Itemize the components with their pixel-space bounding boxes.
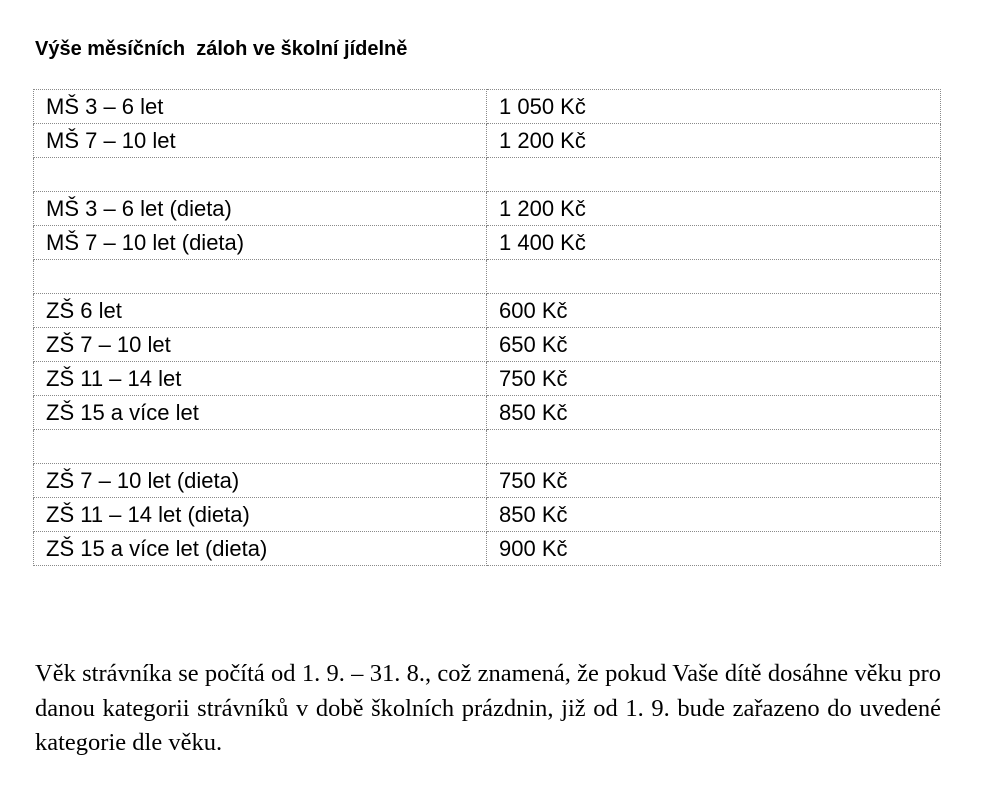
table-row: [34, 328, 941, 362]
table-row-empty: [34, 430, 941, 464]
category-cell: ZŠ 7 – 10 let: [34, 328, 487, 362]
table-row: [34, 396, 941, 430]
table-row: [34, 362, 941, 396]
category-cell: MŠ 3 – 6 let: [34, 90, 487, 124]
amount-cell: [487, 158, 941, 192]
table-row: [34, 124, 941, 158]
amount-cell: 1 200 Kč: [487, 192, 941, 226]
category-cell: ZŠ 11 – 14 let (dieta): [34, 498, 487, 532]
amount-cell: 1 200 Kč: [487, 124, 941, 158]
amount-cell: [487, 260, 941, 294]
category-cell: MŠ 7 – 10 let: [34, 124, 487, 158]
table-row: [34, 498, 941, 532]
amount-cell: 900 Kč: [487, 532, 941, 566]
category-cell: ZŠ 7 – 10 let (dieta): [34, 464, 487, 498]
amount-cell: 650 Kč: [487, 328, 941, 362]
amount-cell: 1 050 Kč: [487, 90, 941, 124]
table-row-empty: [34, 260, 941, 294]
fee-table: [33, 89, 941, 566]
table-row: [34, 226, 941, 260]
table-row: [34, 294, 941, 328]
amount-cell: 750 Kč: [487, 464, 941, 498]
category-cell: ZŠ 15 a více let: [34, 396, 487, 430]
amount-cell: [487, 430, 941, 464]
amount-cell: 1 400 Kč: [487, 226, 941, 260]
page-title: Výše měsíčních záloh ve školní jídelně: [35, 38, 408, 60]
category-cell: [34, 260, 487, 294]
fee-table-body: [34, 90, 941, 566]
amount-cell: 600 Kč: [487, 294, 941, 328]
category-cell: [34, 158, 487, 192]
table-row: [34, 532, 941, 566]
table-row: [34, 90, 941, 124]
category-cell: ZŠ 11 – 14 let: [34, 362, 487, 396]
amount-cell: 850 Kč: [487, 396, 941, 430]
table-row: [34, 464, 941, 498]
category-cell: [34, 430, 487, 464]
amount-cell: 750 Kč: [487, 362, 941, 396]
age-note-paragraph: Věk strávníka se počítá od 1. 9. – 31. 8., což znamená, že pokud Vaše dítě dosáhne věku pro danou kategorii strávníků v době školních prázdnin, již od 1. 9. bude zařazeno do uvedené kategorie dle věku.: [35, 660, 941, 756]
amount-cell: 850 Kč: [487, 498, 941, 532]
table-row: [34, 192, 941, 226]
table-row-empty: [34, 158, 941, 192]
category-cell: ZŠ 6 let: [34, 294, 487, 328]
category-cell: MŠ 7 – 10 let (dieta): [34, 226, 487, 260]
category-cell: ZŠ 15 a více let (dieta): [34, 532, 487, 566]
category-cell: MŠ 3 – 6 let (dieta): [34, 192, 487, 226]
